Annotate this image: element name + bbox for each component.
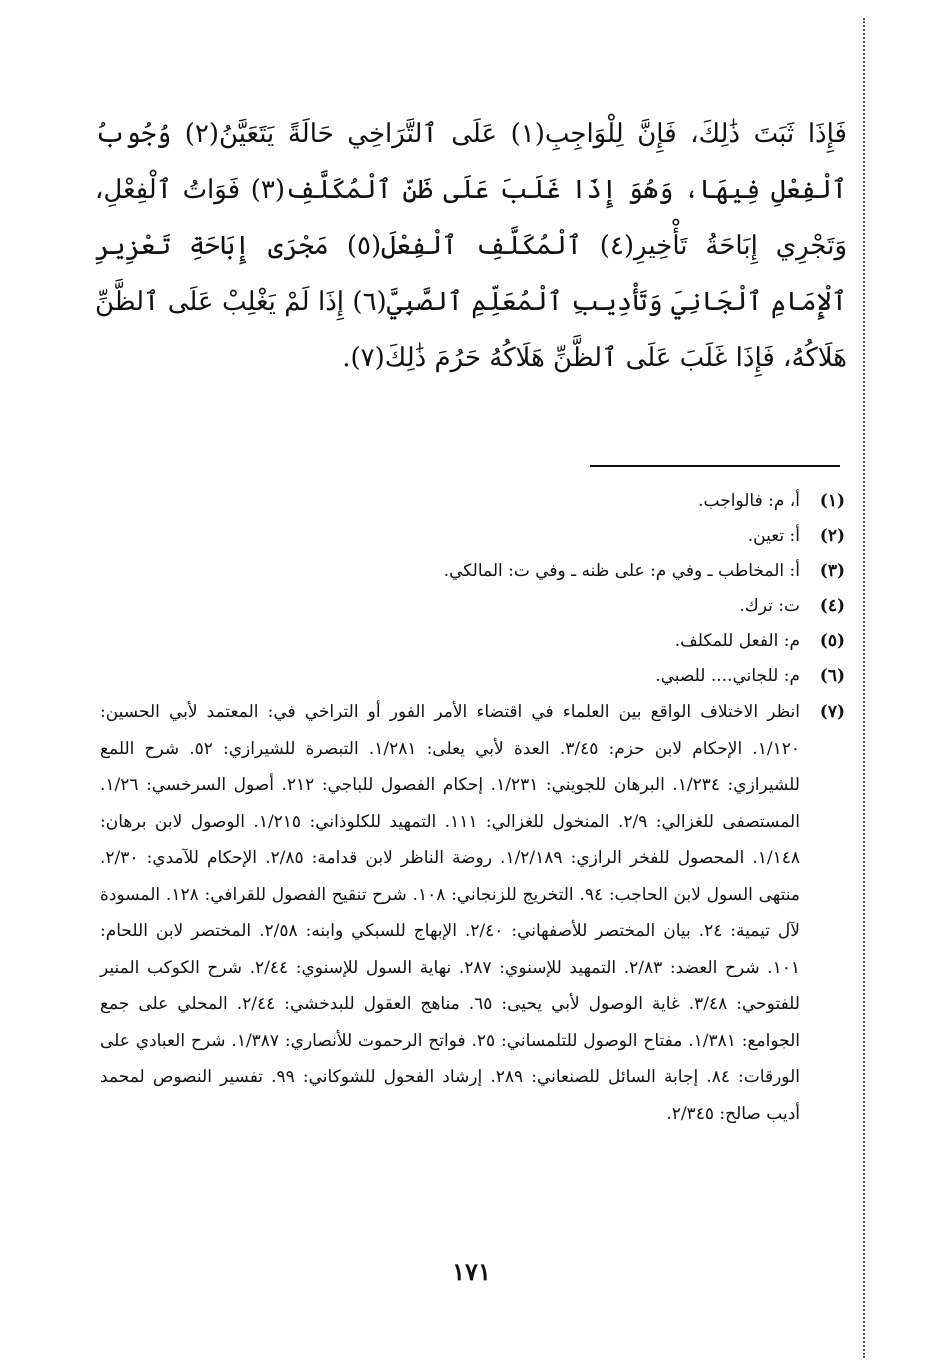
footnote-number: (٤) bbox=[819, 596, 845, 616]
footnote-text: أ، م: فالواجب. bbox=[698, 491, 800, 511]
footnote bbox=[100, 519, 845, 554]
footnote-text: م: للجاني.... للصبي. bbox=[655, 666, 800, 686]
footnote-number: (٣) bbox=[819, 561, 845, 581]
footnote-number: (١) bbox=[819, 491, 845, 511]
footnote-text: أ: تعين. bbox=[747, 526, 800, 546]
page-number: ١٧١ bbox=[452, 1257, 491, 1286]
footnote bbox=[100, 589, 845, 624]
footnote-text: أ: المخاطب ـ وفي م: على ظنه ـ وفي ت: المالكي. bbox=[443, 561, 800, 581]
footnote bbox=[100, 484, 845, 519]
footnote bbox=[100, 624, 845, 659]
footnote bbox=[100, 659, 845, 694]
footnote-number: (٧) bbox=[819, 702, 845, 722]
footnote-number: (٢) bbox=[819, 526, 845, 546]
footnote-number: (٥) bbox=[819, 631, 845, 651]
footnote-text: ت: ترك. bbox=[739, 596, 800, 616]
footnote-text: م: الفعل للمكلف. bbox=[674, 631, 800, 651]
margin-dotted-line bbox=[863, 18, 865, 1358]
footnote-number: (٦) bbox=[819, 666, 845, 686]
main-paragraph: فَإِذَا ثَبَتَ ذَٰلِكَ، فَإِنَّ لِلْوَاجِبِ(١) عَلَى ٱلتَّرَاخِي حَالَةً يَتَعَيَّنُ(٢) وُجُوبُ ٱلْفِعْلِ فِيهَا، وَهُوَ إِذَا غَلَبَ عَلَى ظَنِّ ٱلْمُكَلَّفِ(٣) فَوَاتُ ٱلْفِعْلِ، وَتَجْرِي إِبَاحَةُ تَأْخِيرِ(٤) ٱلْمُكَلَّفِ ٱلْفِعْلَ(٥) مَجْرَى إِبَاحَةِ تَعْزِيرِ ٱلْإِمَامِ ٱلْجَانِيَ وَتَأْدِيبِ ٱلْمُعَلِّمِ ٱلصَّبِيَّ(٦) إِذَا لَمْ يَغْلِبْ عَلَى ٱلظَّنِّ هَلَاكُهُ، فَإِذَا غَلَبَ عَلَى ٱلظَّنِّ هَلَاكُهُ حَرُمَ ذَٰلِكَ(٧). bbox=[95, 119, 848, 373]
footnote bbox=[100, 694, 845, 1132]
footnote bbox=[100, 554, 845, 589]
footnote-separator bbox=[590, 465, 840, 467]
footnotes bbox=[100, 484, 845, 1244]
footnote-text: انظر الاختلاف الواقع بين العلماء في اقتضاء الأمر الفور أو التراخي في: المعتمد لأبي الحسين: ١/١٢٠. الإحكام لابن حزم: ٣/٤٥. العدة لأبي يعلى: ١/٢٨١. التبصرة للشيرازي: ٥٢. شرح اللمع للشيرازي: ١/٢٣٤. البرهان للجويني: ١/٢٣١. إحكام الفصول للباجي: ٢١٢. أصول السرخسي: ١/٢٦. المستصفى للغزالي: ٢/٩. المنخول للغزالي: ١١١. التمهيد للكلوذاني: ١/٢١٥. الوصول لابن برهان: ١/١٤٨. المحصول للفخر الرازي: ١/٢/١٨٩. روضة الناظر لابن قدامة: ٢/٨٥. الإحكام للآمدي: ٢/٣٠. منتهى السول لابن الحاجب: ٩٤. التخريج للزنجاني: ١٠٨. شرح تنقيح الفصول للقرافي: ١٢٨. المسودة لآل تيمية: ٢٤. بيان المختصر للأصفهاني: ٢/٤٠. الإبهاج للسبكي وابنه: ٢/٥٨. المختصر لابن اللحام: ١٠١. شرح العضد: ٢/٨٣. التمهيد للإسنوي: ٢٨٧. نهاية السول للإسنوي: ٢/٤٤. شرح الكوكب المنير للفتوحي: ٣/٤٨. غاية الوصول لأبي يحيى: ٦٥. مناهج العقول للبدخشي: ٢/٤٤. المحلي على جمع الجوامع: ١/٣٨١. مفتاح الوصول للتلمساني: ٢٥. فواتح الرحموت للأنصاري: ١/٣٨٧. شرح العبادي على الورقات: ٨٤. إجابة السائل للصنعاني: ٢٨٩. إرشاد الفحول للشوكاني: ٩٩. تفسير النصوص لمحمد أديب صالح: ٢/٣٤٥. bbox=[100, 702, 800, 1124]
